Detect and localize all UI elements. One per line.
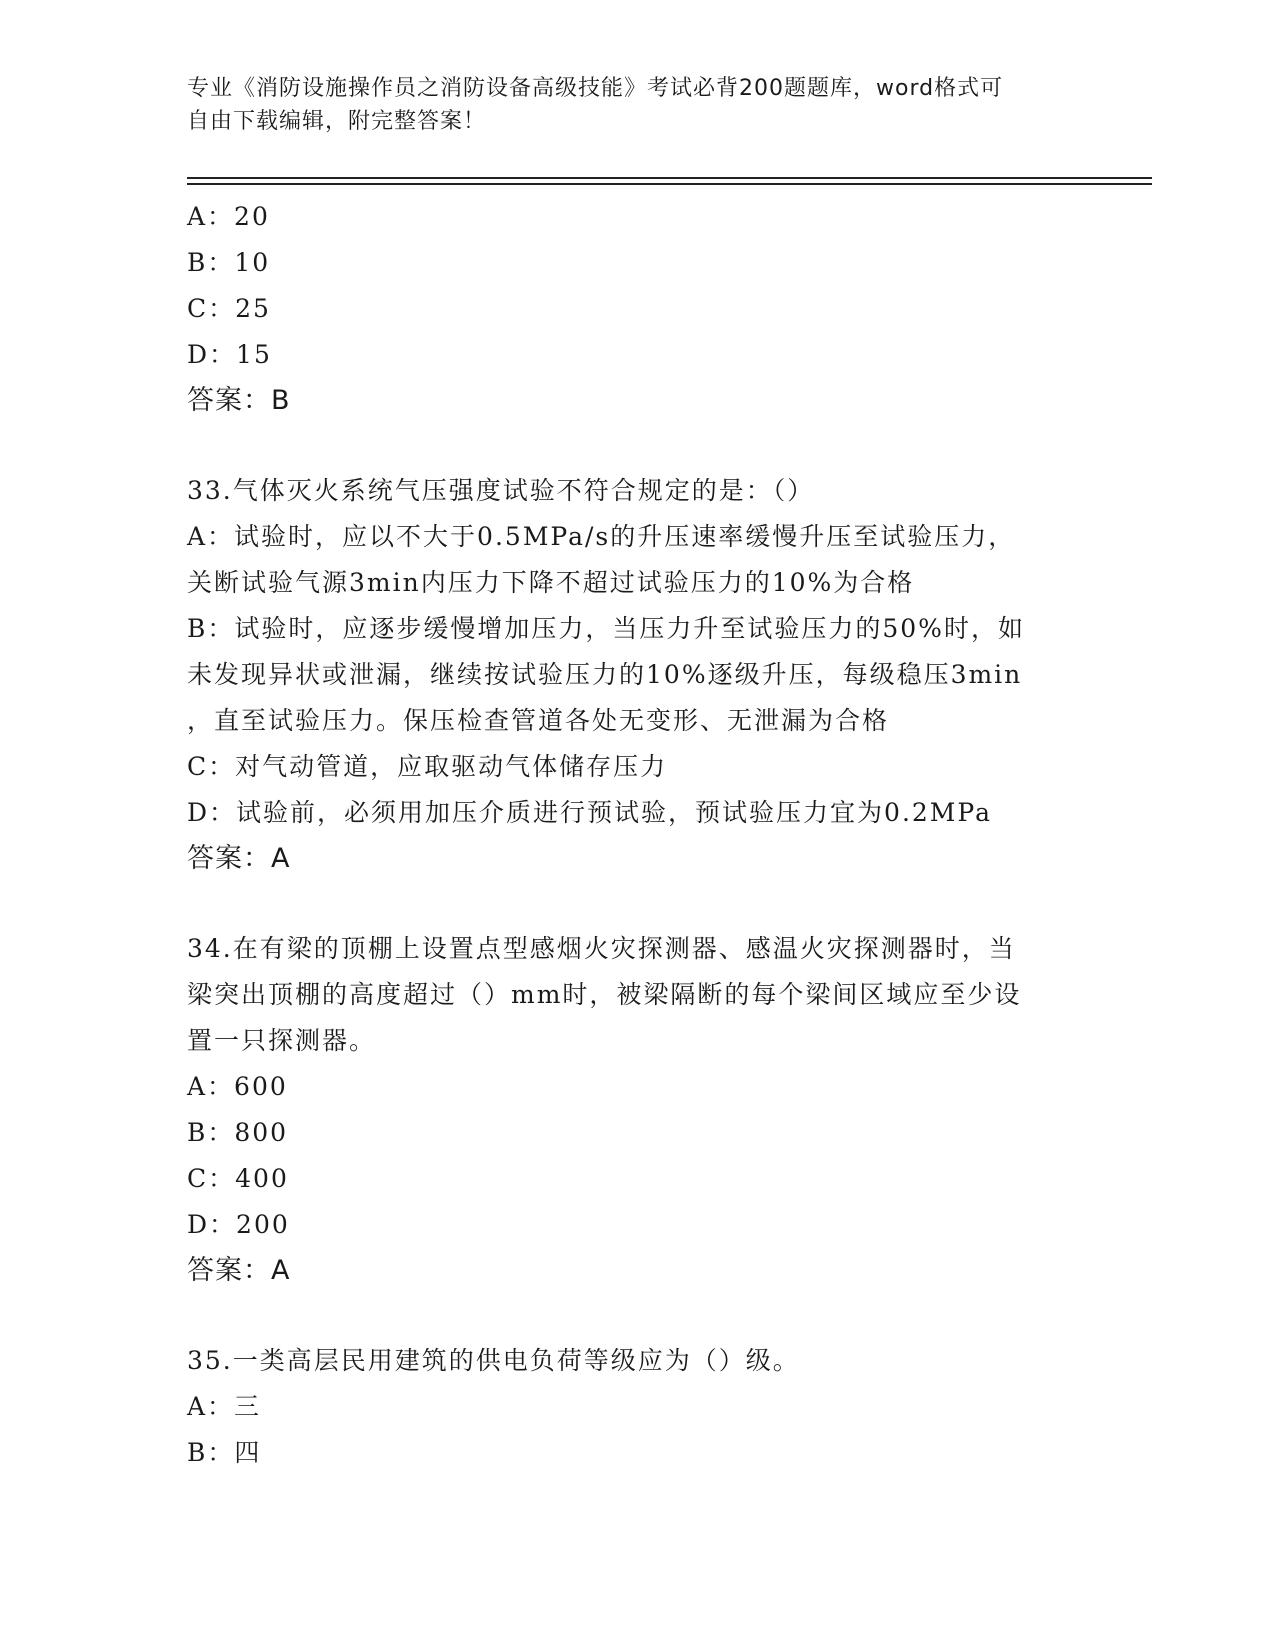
question-35 [187, 1338, 1087, 1476]
spacer [187, 424, 1087, 468]
header-divider-top [187, 177, 1152, 179]
question-text-line-2: 梁突出顶棚的高度超过（）mm时，被梁隔断的每个梁间区域应至少设 [187, 980, 1022, 1009]
answer: 答案：A [187, 843, 291, 874]
option-b: B：10 [187, 248, 271, 277]
option-d: D：200 [187, 1210, 290, 1239]
option-d: D：试验前，必须用加压介质进行预试验，预试验压力宜为0.2MPa [187, 798, 993, 827]
question-text-line-3: 置一只探测器。 [187, 1026, 377, 1055]
question-32 [187, 194, 1087, 424]
option-b-line-2: 未发现异状或泄漏，继续按试验压力的10%逐级升压，每级稳压3min [187, 660, 1023, 689]
question-list [187, 194, 1087, 1476]
question-34 [187, 926, 1087, 1294]
question-text-line-1: 34.在有梁的顶棚上设置点型感烟火灾探测器、感温火灾探测器时，当 [187, 934, 1016, 963]
option-a-line-2: 关断试验气源3min内压力下降不超过试验压力的10%为合格 [187, 568, 915, 597]
option-a: A：20 [187, 202, 270, 231]
option-d: D：15 [187, 340, 272, 369]
question-text: 35.一类高层民用建筑的供电负荷等级应为（）级。 [187, 1346, 800, 1375]
option-b-line-3: ，直至试验压力。保压检查管道各处无变形、无泄漏为合格 [187, 706, 890, 735]
question-text: 33.气体灭火系统气压强度试验不符合规定的是：（） [187, 476, 815, 505]
spacer [187, 882, 1087, 926]
answer: 答案：A [187, 1255, 291, 1286]
option-a-line-1: A：试验时，应以不大于0.5MPa/s的升压速率缓慢升压至试验压力， [187, 522, 1016, 551]
header-line-1: 专业《消防设施操作员之消防设备高级技能》考试必背200题题库，word格式可 [187, 76, 1004, 101]
option-b: B：四 [187, 1438, 262, 1467]
option-b-line-1: B：试验时，应逐步缓慢增加压力，当压力升至试验压力的50%时，如 [187, 614, 1025, 643]
question-33 [187, 468, 1087, 882]
option-a: A：600 [187, 1072, 288, 1101]
header-divider-bottom [187, 183, 1152, 185]
option-c: C：对气动管道，应取驱动气体储存压力 [187, 752, 668, 781]
option-b: B：800 [187, 1118, 289, 1147]
header-line-2: 自由下载编辑，附完整答案！ [187, 109, 487, 134]
document-header [187, 72, 1067, 138]
spacer [187, 1294, 1087, 1338]
option-a: A：三 [187, 1392, 262, 1421]
option-c: C：400 [187, 1164, 289, 1193]
option-c: C：25 [187, 294, 271, 323]
answer: 答案：B [187, 385, 291, 416]
